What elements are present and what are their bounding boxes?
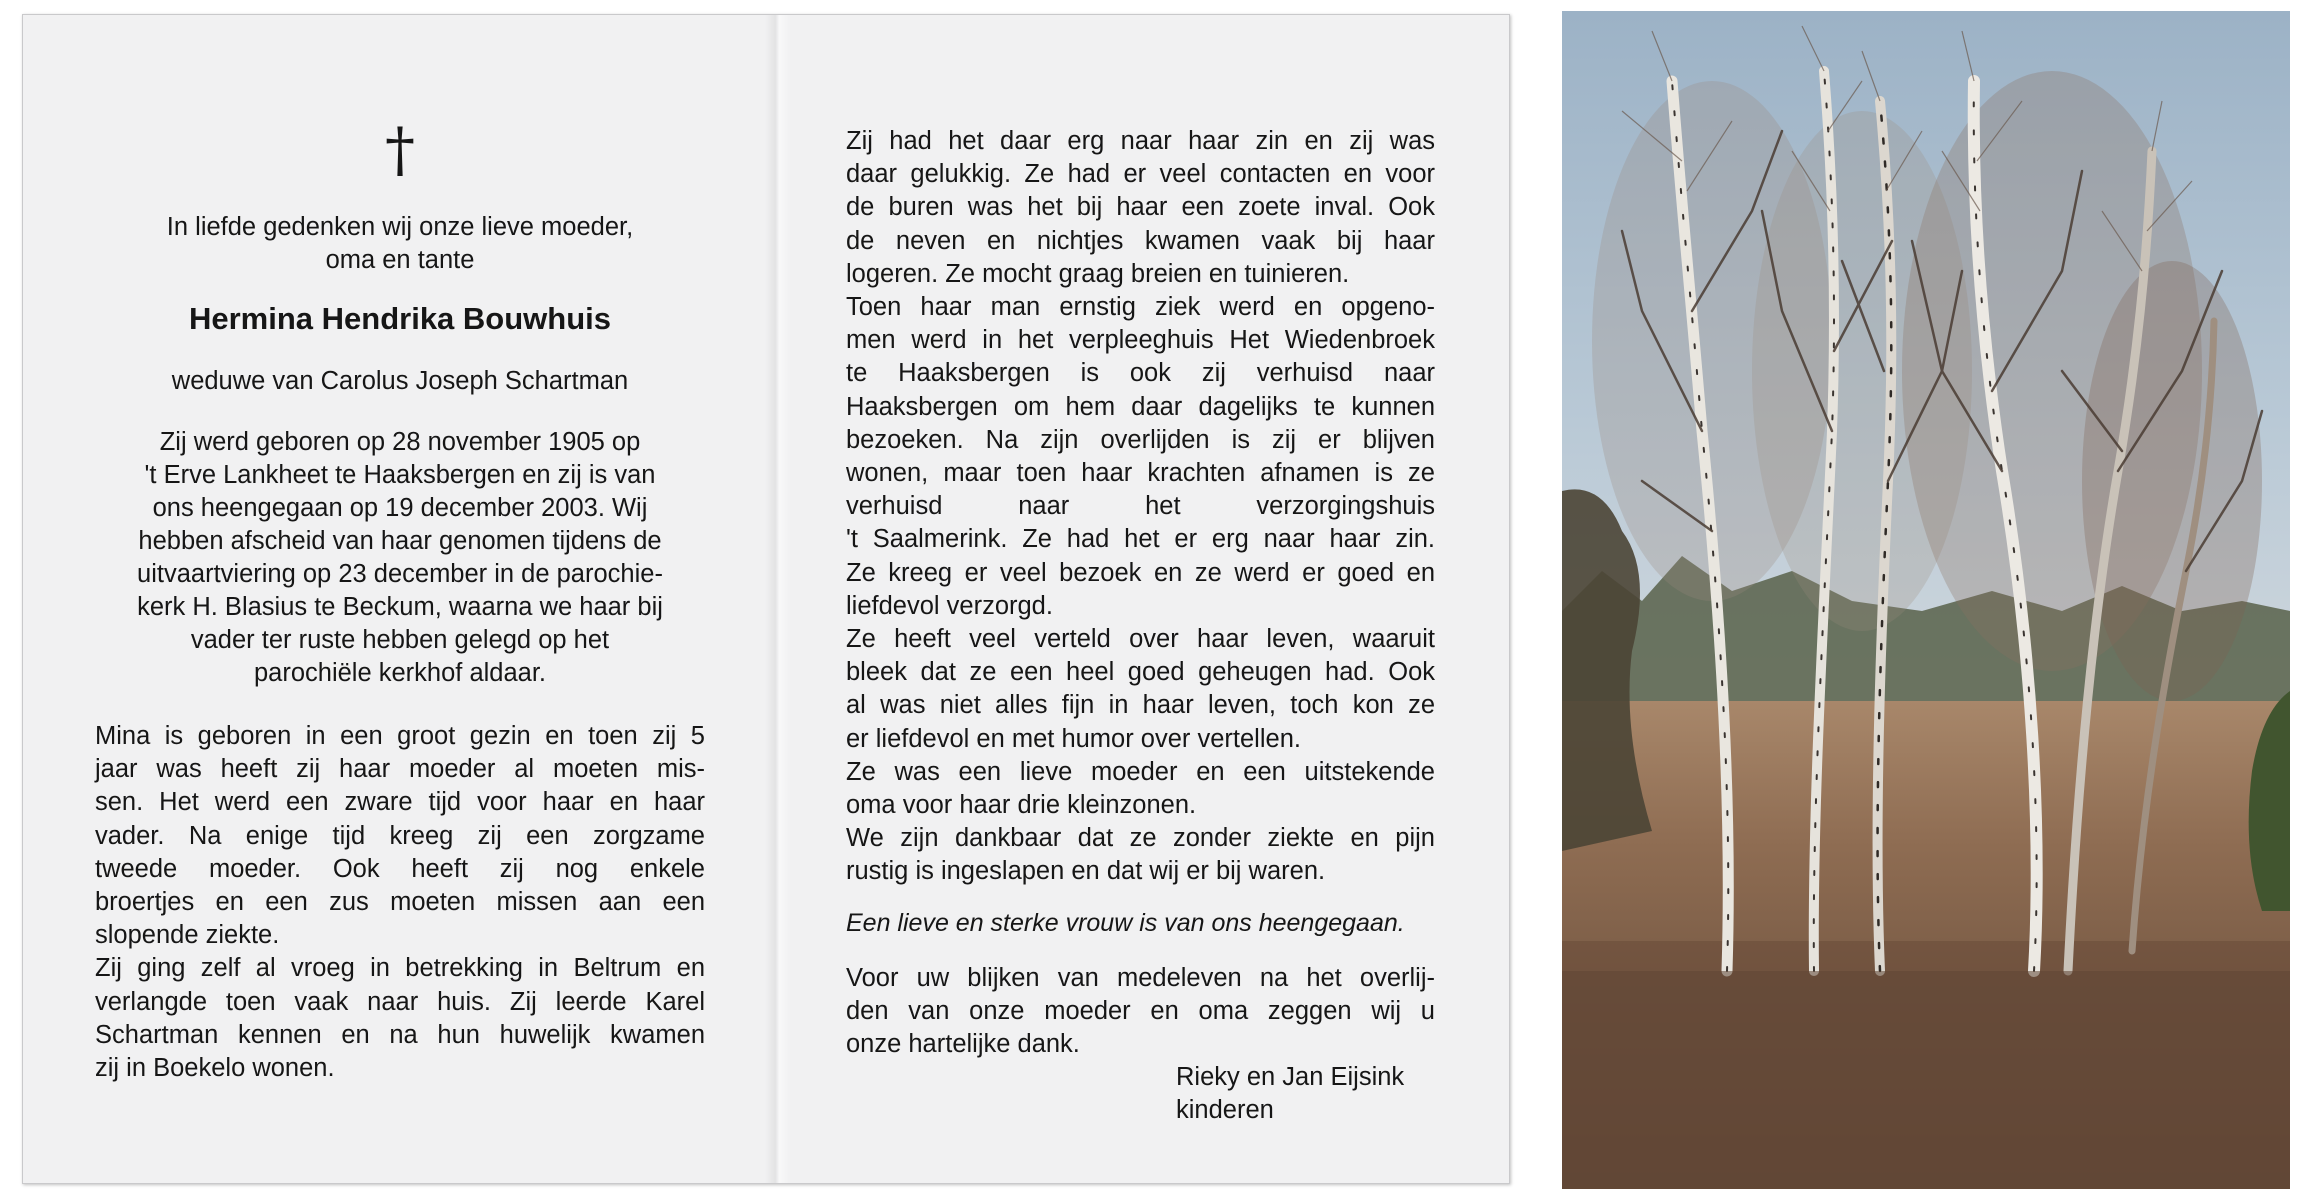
story-line: bezoeken. Na zijn overlijden is zij er blijven: [846, 425, 1435, 454]
story-line: We zijn dankbaar dat ze zonder ziekte en pijn: [846, 824, 1435, 853]
story-line: tweede moeder. Ook heeft zij nog enkele: [95, 854, 705, 883]
story-line: Ze kreeg er veel bezoek en ze werd er goed en: [846, 558, 1435, 587]
story-line: jaar was heeft zij haar moeder al moeten mis-: [95, 755, 705, 784]
bio-line: uitvaartviering op 23 december in de parochie-: [137, 560, 663, 588]
bio-line: vader ter ruste hebben gelegd op het: [190, 626, 610, 654]
story-line: Haaksbergen om hem daar dagelijks te kunnen: [846, 392, 1435, 421]
bio-line: hebben afscheid van haar genomen tijdens de: [138, 527, 662, 555]
life-story-left: [95, 720, 705, 1085]
story-line: 't Saalmerink. Ze had het er erg naar haar zin.: [846, 525, 1435, 554]
thanks-line: onze hartelijke dank.: [846, 1030, 1080, 1059]
thanks-line: den van onze moeder en oma zeggen wij u: [846, 996, 1435, 1025]
bio-line: ons heengegaan op 19 december 2003. Wij: [152, 494, 648, 522]
story-line: verhuisd naar het verzorgingshuis: [846, 492, 1435, 521]
bio-paragraph: [95, 426, 705, 690]
bio-line: parochiële kerkhof aldaar.: [253, 659, 547, 687]
story-line: de buren was het bij haar een zoete inval. Ook: [846, 193, 1435, 222]
story-line: broertjes en een zus moeten missen aan een: [95, 888, 705, 917]
left-panel: [23, 15, 783, 1183]
story-line: Mina is geboren in een groot gezin en toen zij 5: [95, 722, 705, 750]
memorial-card: [22, 14, 1510, 1184]
story-line: al was niet alles fijn in haar leven, toch kon ze: [846, 691, 1435, 720]
bio-line: kerk H. Blasius te Beckum, waarna we haar bij: [137, 593, 663, 621]
bio-line: Zij werd geboren op 28 november 1905 op: [159, 428, 641, 456]
story-line: Toen haar man ernstig ziek werd en opgeno-: [846, 293, 1435, 322]
signature-role: kinderen: [1176, 1096, 1274, 1125]
thanks-paragraph: [846, 962, 1435, 1062]
closing-quote: Een lieve en sterke vrouw is van ons heengegaan.: [846, 908, 1405, 937]
story-line: wonen, maar toen haar krachten afnamen is ze: [846, 459, 1435, 488]
story-line: zij in Boekelo wonen.: [95, 1054, 335, 1083]
story-line: men werd in het verpleeghuis Het Wiedenbroek: [846, 326, 1435, 355]
story-line: de neven en nichtjes kwamen vaak bij haar: [846, 226, 1435, 255]
right-panel: [791, 15, 1511, 1183]
life-story-right: [846, 125, 1435, 889]
story-line: bleek dat ze een heel goed geheugen had. Ook: [846, 658, 1435, 687]
story-line: liefdevol verzorgd.: [846, 591, 1053, 620]
story-line: rustig is ingeslapen en dat wij er bij waren.: [846, 857, 1326, 886]
story-line: oma voor haar drie kleinzonen.: [846, 791, 1197, 820]
signature-names: Rieky en Jan Eijsink: [1176, 1063, 1405, 1092]
story-line: verlangde toen vaak naar huis. Zij leerde Karel: [95, 987, 705, 1016]
story-line: slopende ziekte.: [95, 921, 280, 950]
story-line: te Haaksbergen is ook zij verhuisd naar: [846, 359, 1435, 388]
story-line: Zij ging zelf al vroeg in betrekking in Beltrum en: [95, 954, 705, 983]
birch-trees-photo: [1562, 11, 2290, 1189]
bio-line: 't Erve Lankheet te Haaksbergen en zij is van: [144, 461, 656, 489]
story-line: vader. Na enige tijd kreeg zij een zorgzame: [95, 821, 705, 850]
widow-line: weduwe van Carolus Joseph Schartman: [171, 367, 629, 395]
story-line: Zij had het daar erg naar haar zin en zij was: [846, 127, 1435, 155]
cross-icon: †: [385, 115, 415, 185]
foreground-heath: [1562, 971, 2290, 1189]
thanks-line: Voor uw blijken van medeleven na het overlij-: [846, 963, 1435, 992]
story-line: sen. Het werd een zware tijd voor haar en haar: [95, 788, 705, 817]
intro-line-2: oma en tante: [325, 246, 475, 274]
deceased-name: Hermina Hendrika Bouwhuis: [188, 301, 612, 336]
story-line: daar gelukkig. Ze had er veel contacten en voor: [846, 160, 1435, 189]
intro-line-1: In liefde gedenken wij onze lieve moeder,: [166, 213, 634, 241]
story-line: Ze heeft veel verteld over haar leven, waaruit: [846, 625, 1435, 654]
story-line: er liefdevol en met humor over vertellen.: [846, 724, 1301, 753]
story-line: logeren. Ze mocht graag breien en tuinieren.: [846, 259, 1350, 288]
story-line: Schartman kennen en na hun huwelijk kwamen: [95, 1020, 705, 1049]
story-line: Ze was een lieve moeder en een uitstekende: [846, 757, 1435, 786]
